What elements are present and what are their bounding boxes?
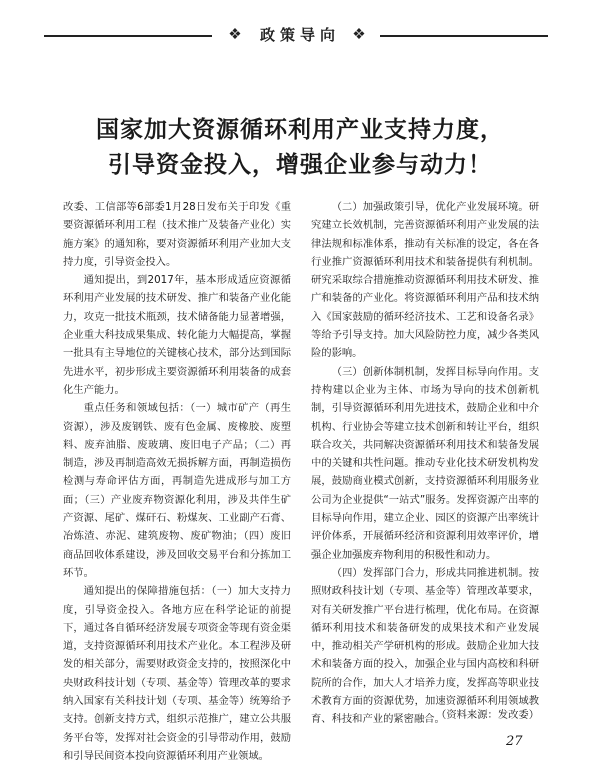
paragraph: 改委、工信部等6部委1月28日发布关于印发《重要资源循环利用工程（技术推广及装备产业化）实施方案》的通知称，要对资源循环利用产业加大支持力度，引导资金投入。 [63, 201, 291, 268]
header-ornament-right-icon: ❖ [352, 25, 366, 43]
article-title-line1: 国家加大资源循环利用产业支持力度， [96, 117, 504, 143]
header-ornament-left-icon: ❖ [228, 25, 242, 43]
right-column [311, 198, 539, 729]
section-label: 政策导向 [259, 26, 340, 44]
page-number: 27 [506, 734, 523, 749]
header-rule-right [380, 35, 548, 37]
paragraph: 通知提出，到2017年，基本形成适应资源循环利用产业发展的技术研发、推广和装备产业化能力，攻克一批技术瓶颈，技术储备能力显著增强，企业重大科技成果集成、转化能力大幅提高，掌握一批具有主导地位的关键核心技术，部分达到国际先进水平，初步形成主要资源循环利用装备的成套化生产能力。 [63, 274, 291, 396]
paragraph: （四）发挥部门合力，形成共同推进机制。按照财政科技计划（专项、基金等）管理改革要求，对有关研发推广平台进行梳理，优化布局。在资源循环利用技术和装备研发的成果技术和产业发展中，推动相关产学研机构的形成。鼓励企业加大技术和装备方面的投入，加强企业与国内高校和科研院所的合作，加大人才培养力度，发挥高等职业技术教育方面的资源优势，加速资源循环利用领域教育、科技和产业的紧密融合。 [311, 566, 539, 726]
paragraph: 重点任务和领域包括：（一）城市矿产（再生资源），涉及废钢铁、废有色金属、废橡胶、废塑料、废弃油脂、废玻璃、废旧电子产品；（二）再制造，涉及再制造高效无损拆解方面，再制造损伤检测与寿命评估方面，再制造先进成形与加工方面；（三）产业废弃物资源化利用，涉及共伴生矿产资源、尾矿、煤矸石、粉煤灰、工业副产石膏、冶炼渣、赤泥、建筑废物、废矿物油；（四）废旧商品回收体系建设，涉及回收交易平台和分拣加工环节。 [63, 402, 291, 579]
source-note: （资料来源：发改委） [436, 709, 539, 721]
paragraph: （二）加强政策引导，优化产业发展环境。研究建立长效机制，完善资源循环利用产业发展的法律法规和标准体系，推动有关标准的设定，各在各行业推广资源循环利用技术和装备提供有利机制。研究采取综合措施推动资源循环利用技术研发、推广和装备的产业化。将资源循环利用产品和技术纳入《国家鼓励的循环经济技术、工艺和设备名录》等给予引导支持。加大风险防控力度，减少各类风险的影响。 [311, 201, 539, 360]
left-column [63, 198, 291, 765]
article-title-line2: 引导资金投入，增强企业参与动力！ [108, 152, 492, 178]
header-rule-left [44, 35, 212, 37]
paragraph: （三）创新体制机制，发挥目标导向作用。支持构建以企业为主体、市场为导向的技术创新机制，引导资源循环利用先进技术，鼓励企业和中介机构、行业协会等建立技术创新和转让平台，组织联合攻关，共同解决资源循环利用技术和装备发展中的关键和共性问题。推动专业化技术研发机构发展，鼓励商业模式创新，支持资源循环利用服务业公司为企业提供“一站式”服务。发挥资源产出率的目标导向作用，建立企业、园区的资源产出率统计评价体系，开展循环经济和资源利用效率评价，增强企业加强废弃物利用的积极性和动力。 [311, 365, 539, 561]
paragraph: 通知提出的保障措施包括：（一）加大支持力度，引导资金投入。各地方应在科学论证的前提下，通过各自循环经济发展专项资金等现有资金渠道，支持资源循环利用技术产业化。本工程涉及研发的相关部分，需要财政资金支持的，按照深化中央财政科技计划（专项、基金等）管理改革的要求纳入国家有关科技计划（专项、基金等）统筹给予支持。创新支持方式，组织示范推广，建立公共服务平台等，发挥对社会资金的引导带动作用，鼓励和引导民间资本投向资源循环利用产业领域。 [63, 585, 291, 762]
section-header [0, 18, 600, 52]
